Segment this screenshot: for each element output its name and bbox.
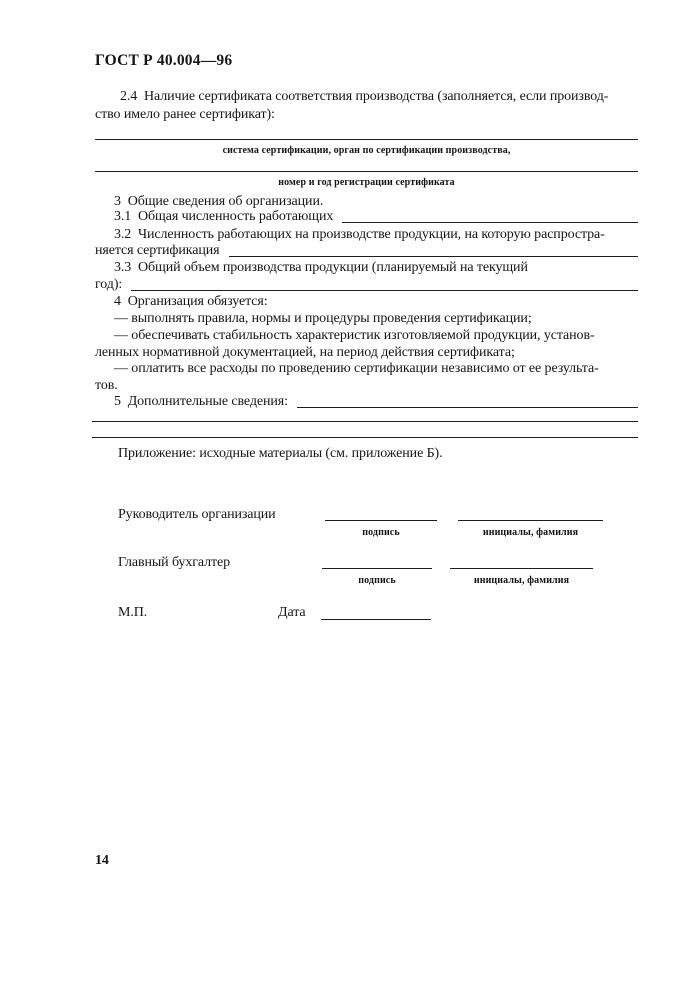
obligation-2-line-1: — обеспечивать стабильность характеристик изготовляемой продукции, установ-	[114, 328, 595, 343]
blank-line-total-workers	[342, 206, 638, 223]
blank-line-additional-2	[92, 437, 638, 438]
obligation-2-line-2: ленных нормативной документацией, на период действия сертификата;	[95, 345, 515, 360]
signature-head-signature-line	[325, 520, 437, 521]
para-2-4-line-2: ство имело ранее сертификат):	[95, 107, 275, 122]
date-line	[321, 619, 431, 620]
section-3-title: 3 Общие сведения об организации.	[114, 194, 324, 209]
attachment-note: Приложение: исходные материалы (см. приложение Б).	[118, 446, 443, 461]
field-production-volume	[95, 276, 638, 293]
blank-line-cert-system	[95, 139, 638, 140]
field-total-workers	[114, 208, 638, 225]
obligation-1: — выполнять правила, нормы и процедуры проведения сертификации;	[114, 311, 532, 326]
field-total-workers-label: 3.1 Общая численность работающих	[114, 209, 334, 224]
caption-initials-head: инициалы, фамилия	[482, 527, 579, 538]
signature-accountant-signature-line	[322, 568, 432, 569]
date-label: Дата	[278, 605, 306, 620]
para-2-4-line-1: 2.4 Наличие сертификата соответствия производства (заполняется, если производ-	[120, 89, 609, 104]
caption-signature-head: подпись	[362, 527, 400, 538]
blank-line-cert-reg	[95, 171, 638, 172]
caption-signature-accountant: подпись	[358, 575, 396, 586]
section-4-title: 4 Организация обязуется:	[114, 294, 268, 309]
signature-accountant-initials-line	[450, 568, 593, 569]
blank-line-production-volume	[131, 274, 638, 291]
caption-initials-accountant: инициалы, фамилия	[473, 575, 570, 586]
caption-cert-system: система сертификации, орган по сертификации производства,	[222, 145, 511, 156]
field-production-workers-line-2: няется сертификация	[95, 243, 220, 258]
signature-head-label: Руководитель организации	[118, 507, 276, 522]
page-number: 14	[95, 853, 109, 868]
field-production-workers	[95, 242, 638, 259]
obligation-3-line-2: тов.	[95, 378, 118, 393]
signature-head-initials-line	[458, 520, 603, 521]
blank-line-production-workers	[229, 240, 638, 257]
field-production-volume-line-1: 3.3 Общий объем производства продукции (планируемый на текущий	[114, 260, 528, 275]
obligation-3-line-1: — оплатить все расходы по проведению сертификации независимо от ее результа-	[114, 361, 599, 376]
blank-line-additional-1	[92, 421, 638, 422]
caption-cert-reg: номер и год регистрации сертификата	[278, 177, 455, 188]
signature-accountant-label: Главный бухгалтер	[118, 555, 231, 570]
section-5-title: 5 Дополнительные сведения:	[114, 394, 288, 409]
blank-line-additional-0	[297, 391, 638, 408]
field-production-volume-line-2: год):	[95, 277, 123, 292]
doc-code-header: ГОСТ Р 40.004—96	[95, 52, 233, 69]
field-additional-info	[114, 393, 638, 410]
field-production-workers-line-1: 3.2 Численность работающих на производстве продукции, на которую распростра-	[114, 227, 605, 242]
stamp-label: М.П.	[118, 605, 148, 620]
